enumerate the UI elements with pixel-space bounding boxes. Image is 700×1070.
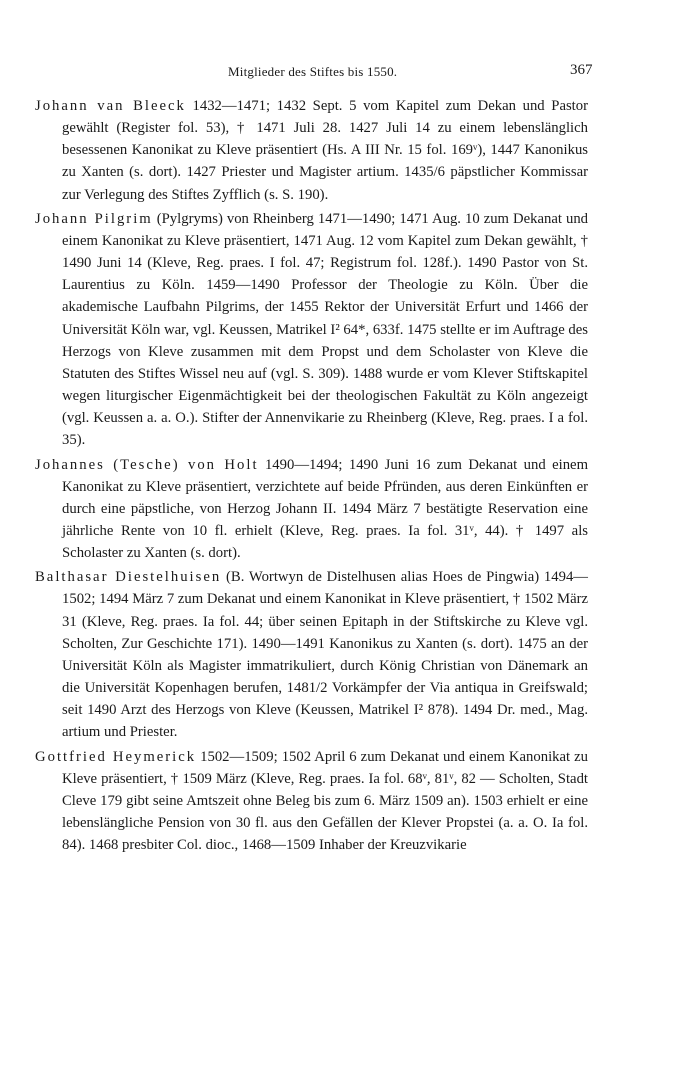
entry-name: Johannes (Tesche) von Holt bbox=[35, 456, 259, 473]
entry-name: Johann van Bleeck bbox=[35, 98, 186, 114]
entry-johannes-von-holt bbox=[35, 454, 588, 565]
entry-gottfried-heymerick bbox=[35, 746, 588, 857]
entry-balthasar-diestelhuisen bbox=[35, 566, 588, 743]
running-title: Mitglieder des Stiftes bis 1550. bbox=[228, 64, 398, 79]
page-number: 367 bbox=[570, 62, 593, 78]
entry-list bbox=[35, 95, 588, 858]
entry-name: Johann Pilgrim bbox=[35, 210, 153, 227]
entry-name: Balthasar Diestelhuisen bbox=[35, 569, 222, 586]
entry-johann-van-bleeck bbox=[35, 95, 588, 206]
page-header bbox=[0, 62, 700, 84]
entry-johann-pilgrim bbox=[35, 208, 588, 452]
entry-name: Gottfried Heymerick bbox=[35, 748, 197, 765]
entry-text: 1502—1509; 1502 April 6 zum Dekanat und einem Kanonikat zu Kleve präsentiert, † 1509 März (Kleve, Reg. praes. Ia fol. 68ᵛ, 81ᵛ, 82 — Scholten, Stadt Cleve 179 gibt seine Amtszeit ohne Beleg bis zum 6. März 1509 an). 1503 erhielt er eine lebenslängliche Pension von 30 fl. aus den Gefällen der Klever Propstei (a. a. O. Ia fol. 84). 1468 presbiter Col. dioc., 1468—1509 Inhaber der Kreuzvikarie bbox=[62, 748, 588, 854]
entry-text: 1490—1494; 1490 Juni 16 zum Dekanat und einem Kanonikat zu Kleve präsentiert, verzichtete auf beide Pfründen, aus deren Einkünften er durch eine päpstliche, von Herzog Johann II. 1494 März 7 bestätigte Reservation eine jährliche Rente von 10 fl. erhielt (Kleve, Reg. praes. Ia fol. 31ᵛ, 44). † 1497 als Scholaster zu Xanten (s. dort). bbox=[62, 456, 588, 562]
entry-text: (B. Wortwyn de Distelhusen alias Hoes de Pingwia) 1494—1502; 1494 März 7 zum Dekanat und einem Kanonikat in Kleve präsentiert, † 1502 März 31 (Kleve, Reg. praes. Ia fol. 44; über seinen Epitaph in der Stiftskirche zu Kleve vgl. Scholten, Zur Geschichte 171). 1490—1491 Kanonikus zu Xanten (s. dort). 1475 an der Universität Köln als Magister immatrikuliert, durch König Christian von Dänemark an die Universität Kopenhagen berufen, 1481/2 Vorkämpfer der Via antiqua in Greifswald; seit 1490 Arzt des Herzogs von Kleve (Keussen, Matrikel I² 878). 1494 Dr. med., Mag. artium und Priester. bbox=[62, 569, 588, 741]
entry-text: 1432—1471; 1432 Sept. 5 vom Kapitel zum Dekan und Pastor gewählt (Register fol. 53), † 1471 Juli 28. 1427 Juli 14 zu einem lebenslänglich besessenen Kanonikat zu Kleve präsentiert (Hs. A III Nr. 15 fol. 169ᵛ), 1447 Kanonikus zu Xanten (s. dort). 1427 Priester und Magister artium. 1435/6 päpstlicher Kommissar zur Verlegung des Stiftes Zyfflich (s. S. 190). bbox=[62, 98, 588, 203]
entry-text: (Pylgryms) von Rheinberg 1471—1490; 1471 Aug. 10 zum Dekanat und einem Kanonikat zu Kleve präsentiert, 1471 Aug. 12 vom Kapitel zum Dekan gewählt, † 1490 Juni 14 (Kleve, Reg. praes. I fol. 47; Registrum fol. 128f.). 1490 Pastor von St. Laurentius zu Köln. 1459—1490 Professor der Theologie zu Köln. Über die akademische Laufbahn Pilgrims, der 1455 Rektor der Universität Erfurt und 1466 der Universität Köln war, vgl. Keussen, Matrikel I² 64*, 633f. 1475 stellte er im Auftrage des Herzogs von Kleve zusammen mit dem Propst und dem Scholaster von Kleve die Statuten des Stiftes Wissel neu auf (vgl. S. 309). 1488 wurde er vom Klever Stiftskapitel wegen liturgischer Eigenmächtigkeit bei der theologischen Fakultät zu Köln angezeigt (vgl. Keussen a. a. O.). Stifter der Annenvikarie zu Rheinberg (Kleve, Reg. praes. I a fol. 35). bbox=[62, 210, 589, 449]
